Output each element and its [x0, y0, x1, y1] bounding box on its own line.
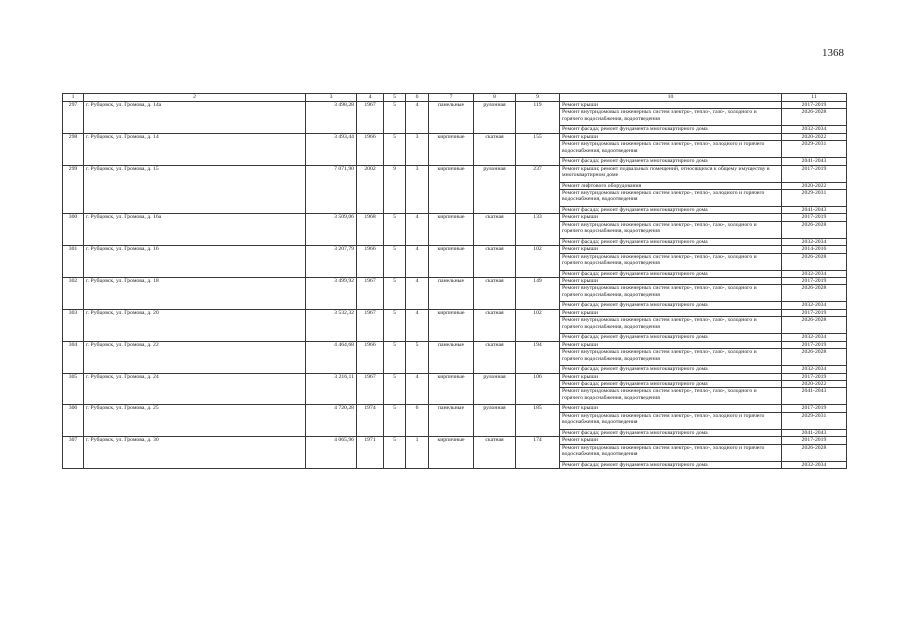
wall-material: панельные — [429, 341, 474, 373]
column-number: 3 — [306, 94, 357, 102]
floors: 5 — [384, 278, 406, 310]
address: г. Рубцовск, ул. Громова, д. 15 — [84, 165, 306, 214]
work-period: 2017-2019 — [782, 437, 847, 444]
wall-material: кирпичные — [429, 309, 474, 341]
table-row — [63, 246, 847, 253]
work-period: 2026-2028 — [782, 109, 847, 126]
floors: 5 — [384, 437, 406, 469]
work-type: Ремонт фасада; ремонт фундамента многоквартирного дома — [560, 207, 782, 214]
roof-type: скатная — [474, 246, 516, 278]
roof-type: рулонная — [474, 102, 516, 134]
work-type: Ремонт фасада; ремонт фундамента многоквартирного дома — [560, 126, 782, 133]
work-period: 2026-2028 — [782, 317, 847, 334]
residents: 237 — [516, 165, 560, 214]
wall-material: кирпичные — [429, 214, 474, 246]
work-type: Ремонт крыши — [560, 341, 782, 348]
roof-type: скатная — [474, 278, 516, 310]
roof-type: скатная — [474, 341, 516, 373]
work-type: Ремонт внутридомовых инженерных систем электро-, тепло-, газо-, холодного и горячего водоснабжения, водоотведения — [560, 317, 782, 334]
work-type: Ремонт внутридомовых инженерных систем электро-, тепло-, газо-, холодного и горячего водоснабжения, водоотведения — [560, 388, 782, 405]
work-type: Ремонт фасада; ремонт фундамента многоквартирного дома — [560, 270, 782, 277]
floors: 5 — [384, 373, 406, 405]
row-number: 303 — [63, 309, 84, 341]
column-number: 7 — [429, 94, 474, 102]
column-number: 5 — [384, 94, 406, 102]
wall-material: панельные — [429, 405, 474, 437]
work-type: Ремонт крыши; ремонт подвальных помещений, относящихся к общему имуществу в многоквартирном доме — [560, 165, 782, 182]
work-type: Ремонт лифтового оборудования — [560, 182, 782, 189]
table-row — [63, 405, 847, 412]
work-type: Ремонт фасада; ремонт фундамента многоквартирного дома — [560, 366, 782, 373]
row-number: 300 — [63, 214, 84, 246]
address: г. Рубцовск, ул. Громова, д. 24 — [84, 373, 306, 405]
work-period: 2041-2043 — [782, 207, 847, 214]
residents: 174 — [516, 437, 560, 469]
column-number: 6 — [406, 94, 429, 102]
year-built: 1966 — [357, 341, 384, 373]
work-type: Ремонт внутридомовых инженерных систем электро-, тепло-, холодного и горячего водоснабжения, водоотведения — [560, 412, 782, 429]
floors: 5 — [384, 214, 406, 246]
table-row — [63, 165, 847, 182]
row-number: 307 — [63, 437, 84, 469]
work-type: Ремонт крыши — [560, 214, 782, 221]
work-type: Ремонт крыши — [560, 133, 782, 140]
residents: 149 — [516, 278, 560, 310]
row-number: 297 — [63, 102, 84, 134]
work-period: 2017-2019 — [782, 165, 847, 182]
work-type: Ремонт фасада; ремонт фундамента многоквартирного дома — [560, 380, 782, 387]
table-row — [63, 278, 847, 285]
column-number: 8 — [474, 94, 516, 102]
wall-material: панельные — [429, 278, 474, 310]
roof-type: рулонная — [474, 405, 516, 437]
year-built: 1966 — [357, 133, 384, 165]
floors: 5 — [384, 102, 406, 134]
column-number: 10 — [560, 94, 782, 102]
work-type: Ремонт крыши — [560, 246, 782, 253]
work-type: Ремонт внутридомовых инженерных систем электро-, тепло-, холодного и горячего водоснабжения, водоотведения — [560, 444, 782, 461]
column-number: 9 — [516, 94, 560, 102]
work-type: Ремонт фасада; ремонт фундамента многоквартирного дома — [560, 158, 782, 165]
residents: 194 — [516, 341, 560, 373]
work-type: Ремонт внутридомовых инженерных систем электро-, тепло-, газо-, холодного и горячего водоснабжения, водоотведения — [560, 109, 782, 126]
column-number: 11 — [782, 94, 847, 102]
work-type: Ремонт внутридомовых инженерных систем электро-, тепло-, газо-, холодного и горячего водоснабжения, водоотведения — [560, 349, 782, 366]
residents: 106 — [516, 373, 560, 405]
year-built: 1966 — [357, 246, 384, 278]
entrances: 1 — [406, 437, 429, 469]
address: г. Рубцовск, ул. Громова, д. 16а — [84, 214, 306, 246]
year-built: 1971 — [357, 437, 384, 469]
row-number: 299 — [63, 165, 84, 214]
work-period: 2029-2031 — [782, 141, 847, 158]
table-row — [63, 341, 847, 348]
column-number: 2 — [84, 94, 306, 102]
floors: 5 — [384, 133, 406, 165]
page-number: 1368 — [822, 47, 844, 59]
row-number: 301 — [63, 246, 84, 278]
floors: 5 — [384, 246, 406, 278]
total-area: 3 216,11 — [306, 373, 357, 405]
work-period: 2026-2028 — [782, 253, 847, 270]
work-period: 2026-2028 — [782, 444, 847, 461]
work-type: Ремонт внутридомовых инженерных систем электро-, тепло-, газо-, холодного и горячего водоснабжения, водоотведения — [560, 253, 782, 270]
work-period: 2032-2034 — [782, 302, 847, 309]
column-number: 4 — [357, 94, 384, 102]
entrances: 4 — [406, 373, 429, 405]
work-period: 2020-2022 — [782, 182, 847, 189]
entrances: 4 — [406, 309, 429, 341]
wall-material: панельные — [429, 102, 474, 134]
row-number: 302 — [63, 278, 84, 310]
row-number: 306 — [63, 405, 84, 437]
work-period: 2026-2028 — [782, 221, 847, 238]
total-area: 3 498,28 — [306, 102, 357, 134]
work-period: 2029-2031 — [782, 190, 847, 207]
total-area: 4 720,28 — [306, 405, 357, 437]
total-area: 3 207,79 — [306, 246, 357, 278]
work-type: Ремонт крыши — [560, 437, 782, 444]
floors: 9 — [384, 165, 406, 214]
table-row — [63, 309, 847, 316]
work-type: Ремонт крыши — [560, 278, 782, 285]
wall-material: кирпичные — [429, 437, 474, 469]
wall-material: кирпичные — [429, 246, 474, 278]
year-built: 1967 — [357, 309, 384, 341]
address: г. Рубцовск, ул. Громова, д. 20 — [84, 309, 306, 341]
floors: 5 — [384, 405, 406, 437]
work-type: Ремонт фасада; ремонт фундамента многоквартирного дома — [560, 238, 782, 245]
address: г. Рубцовск, ул. Громова, д. 16 — [84, 246, 306, 278]
work-type: Ремонт фасада; ремонт фундамента многоквартирного дома — [560, 461, 782, 468]
entrances: 4 — [406, 214, 429, 246]
entrances: 3 — [406, 133, 429, 165]
work-type: Ремонт внутридомовых инженерных систем электро-, тепло-, газо-, холодного и горячего водоснабжения, водоотведения — [560, 285, 782, 302]
floors: 5 — [384, 309, 406, 341]
entrances: 4 — [406, 246, 429, 278]
work-type: Ремонт внутридомовых инженерных систем электро-, тепло-, газо-, холодного и горячего водоснабжения, водоотведения — [560, 221, 782, 238]
work-type: Ремонт фасада; ремонт фундамента многоквартирного дома — [560, 302, 782, 309]
total-area: 3 509,06 — [306, 214, 357, 246]
work-period: 2041-2043 — [782, 158, 847, 165]
work-period: 2020-2022 — [782, 380, 847, 387]
work-period: 2032-2034 — [782, 270, 847, 277]
work-type: Ремонт крыши — [560, 405, 782, 412]
work-type: Ремонт крыши — [560, 373, 782, 380]
row-number: 305 — [63, 373, 84, 405]
entrances: 4 — [406, 102, 429, 134]
work-type: Ремонт фасада; ремонт фундамента многоквартирного дома — [560, 334, 782, 341]
address: г. Рубцовск, ул. Громова, д. 18 — [84, 278, 306, 310]
year-built: 1967 — [357, 373, 384, 405]
work-type: Ремонт внутридомовых инженерных систем электро-, тепло-, холодного и горячего водоснабжения, водоотведения — [560, 190, 782, 207]
year-built: 2002 — [357, 165, 384, 214]
table-row — [63, 373, 847, 380]
total-area: 3 499,92 — [306, 278, 357, 310]
roof-type: рулонная — [474, 373, 516, 405]
year-built: 1967 — [357, 102, 384, 134]
residents: 119 — [516, 102, 560, 134]
work-period: 2017-2019 — [782, 405, 847, 412]
roof-type: скатная — [474, 437, 516, 469]
address: г. Рубцовск, ул. Громова, д. 14а — [84, 102, 306, 134]
column-number: 1 — [63, 94, 84, 102]
table-row — [63, 214, 847, 221]
address: г. Рубцовск, ул. Громова, д. 22 — [84, 341, 306, 373]
total-area: 4 065,96 — [306, 437, 357, 469]
work-type: Ремонт крыши — [560, 309, 782, 316]
address: г. Рубцовск, ул. Громова, д. 30 — [84, 437, 306, 469]
work-period: 2020-2022 — [782, 133, 847, 140]
wall-material: кирпичные — [429, 133, 474, 165]
work-type: Ремонт фасада; ремонт фундамента многоквартирного дома — [560, 429, 782, 436]
work-type: Ремонт внутридомовых инженерных систем электро-, тепло-, холодного и горячего водоснабжения, водоотведения — [560, 141, 782, 158]
row-number: 298 — [63, 133, 84, 165]
work-period: 2026-2028 — [782, 349, 847, 366]
capital-repair-table — [62, 93, 847, 469]
column-number-row — [63, 94, 847, 102]
work-period: 2032-2034 — [782, 126, 847, 133]
wall-material: кирпичные — [429, 373, 474, 405]
address: г. Рубцовск, ул. Громова, д. 25 — [84, 405, 306, 437]
work-period: 2032-2034 — [782, 334, 847, 341]
residents: 102 — [516, 309, 560, 341]
work-period: 2017-2019 — [782, 102, 847, 109]
work-period: 2014-2016 — [782, 246, 847, 253]
wall-material: кирпичные — [429, 165, 474, 214]
work-period: 2026-2028 — [782, 285, 847, 302]
entrances: 3 — [406, 165, 429, 214]
total-area: 4 464,68 — [306, 341, 357, 373]
table-row — [63, 102, 847, 109]
row-number: 304 — [63, 341, 84, 373]
table-row — [63, 133, 847, 140]
residents: 185 — [516, 405, 560, 437]
total-area: 3 532,32 — [306, 309, 357, 341]
roof-type: скатная — [474, 133, 516, 165]
floors: 5 — [384, 341, 406, 373]
entrances: 6 — [406, 405, 429, 437]
work-period: 2017-2019 — [782, 278, 847, 285]
entrances: 5 — [406, 341, 429, 373]
work-period: 2032-2034 — [782, 461, 847, 468]
work-period: 2032-2034 — [782, 238, 847, 245]
roof-type: скатная — [474, 214, 516, 246]
roof-type: скатная — [474, 309, 516, 341]
total-area: 7 071,90 — [306, 165, 357, 214]
work-period: 2017-2019 — [782, 341, 847, 348]
work-period: 2017-2019 — [782, 309, 847, 316]
residents: 102 — [516, 246, 560, 278]
roof-type: рулонная — [474, 165, 516, 214]
total-area: 3 493,44 — [306, 133, 357, 165]
entrances: 4 — [406, 278, 429, 310]
work-period: 2041-2043 — [782, 429, 847, 436]
work-period: 2032-2034 — [782, 366, 847, 373]
address: г. Рубцовск, ул. Громова, д. 14 — [84, 133, 306, 165]
residents: 133 — [516, 214, 560, 246]
residents: 155 — [516, 133, 560, 165]
year-built: 1974 — [357, 405, 384, 437]
work-period: 2017-2019 — [782, 214, 847, 221]
work-type: Ремонт крыши — [560, 102, 782, 109]
work-period: 2017-2019 — [782, 373, 847, 380]
table-row — [63, 437, 847, 444]
year-built: 1967 — [357, 278, 384, 310]
work-period: 2029-2031 — [782, 412, 847, 429]
year-built: 1968 — [357, 214, 384, 246]
work-period: 2041-2043 — [782, 388, 847, 405]
